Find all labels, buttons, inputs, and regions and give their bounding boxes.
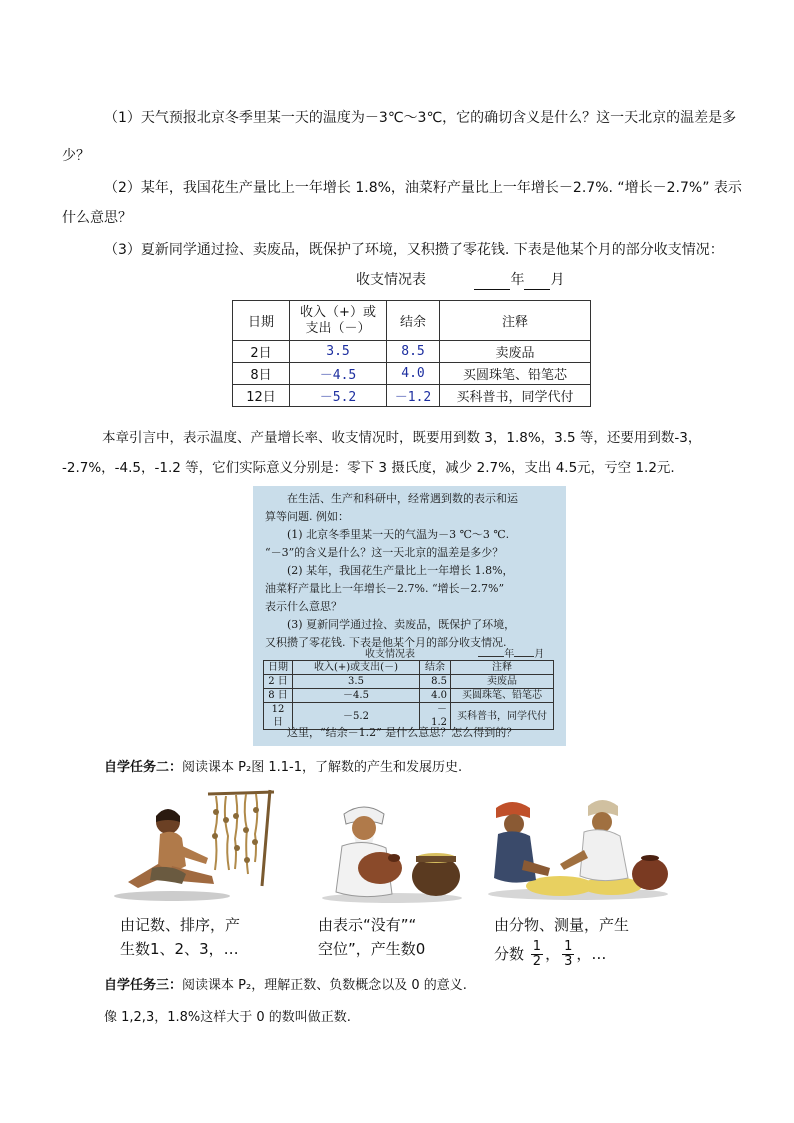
table-row: 8 日 －4.5 4.0 买圆珠笔、铅笔芯 bbox=[264, 689, 554, 703]
header-date: 日期 bbox=[233, 301, 290, 341]
textbook-excerpt-image bbox=[253, 486, 566, 746]
year-blank bbox=[474, 273, 510, 290]
table-caption bbox=[356, 270, 564, 290]
header-note: 注释 bbox=[440, 301, 591, 341]
fraction-one-half: $\frac{1}{2}$ bbox=[532, 939, 542, 969]
table-row: 2 日 3.5 8.5 卖废品 bbox=[264, 675, 554, 689]
table-row bbox=[233, 341, 591, 363]
cell-balance: 4.0 bbox=[387, 363, 440, 385]
question-3-line-1: （3）夏新同学通过捡、卖废品，既保护了环境，又积攒了零花钱. 下表是他某个月的部分收支情况： bbox=[104, 242, 724, 258]
textbook-question: 这里，“结余－1.2” 是什么意思？怎么得到的？ bbox=[287, 726, 518, 739]
cell-balance: 8.5 bbox=[387, 341, 440, 363]
textbook-line: (3) 夏新同学通过捡、卖废品，既保护了环境， bbox=[287, 618, 516, 631]
textbook-line: 表示什么意思？ bbox=[265, 600, 342, 613]
positive-number-definition: 像 1,2,3，1.8%这样大于 0 的数叫做正数. bbox=[104, 1010, 351, 1025]
cell-date: 12日 bbox=[233, 385, 290, 407]
task-2 bbox=[104, 758, 462, 778]
task-3 bbox=[104, 976, 467, 996]
textbook-line: 又积攒了零花钱. 下表是他某个月的部分收支情况. bbox=[265, 636, 507, 649]
caption-3-line-2: 分数 $\frac{1}{2}$ ， $\frac{1}{3}$ ，… bbox=[494, 939, 607, 969]
cell-amount: －5.2 bbox=[290, 385, 387, 407]
textbook-line: (2) 某年，我国花生产量比上一年增长 1.8%， bbox=[287, 564, 514, 577]
caption-3-tail: ，… bbox=[576, 945, 607, 963]
month-label: 月 bbox=[550, 272, 565, 288]
cell-date: 8日 bbox=[233, 363, 290, 385]
table-row bbox=[233, 363, 591, 385]
header-amount: 收入（+）或 支出（－） bbox=[290, 301, 387, 341]
intro-line-1: 本章引言中，表示温度、产量增长率、收支情况时，既要用到数 3，1.8%，3.5 等，还要用到数-3， bbox=[102, 430, 702, 446]
cell-note: 买圆珠笔、铅笔芯 bbox=[440, 363, 591, 385]
caption-1-line-2: 生数1、2、3，… bbox=[120, 940, 239, 958]
cell-date: 2日 bbox=[233, 341, 290, 363]
textbook-line: “－3”的含义是什么？这一天北京的温差是多少？ bbox=[265, 546, 504, 559]
table-title: 收支情况表 bbox=[356, 272, 426, 288]
cell-note: 卖废品 bbox=[440, 341, 591, 363]
knot-counting-illustration bbox=[112, 786, 284, 902]
year-label: 年 bbox=[510, 272, 525, 288]
task-3-text: 阅读课本 P₂，理解正数、负数概念以及 0 的意义. bbox=[182, 978, 467, 993]
fraction-one-third: $\frac{1}{3}$ bbox=[564, 939, 573, 969]
dividing-illustration bbox=[484, 790, 672, 902]
question-1-line-1: （1）天气预报北京冬季里某一天的温度为－3℃～3℃，它的确切含义是什么？这一天北京的温差是多 bbox=[104, 110, 737, 126]
task-2-label: 自学任务二： bbox=[104, 760, 183, 775]
task-3-label: 自学任务三： bbox=[104, 978, 183, 993]
caption-2-line-2: 空位”，产生数0 bbox=[318, 940, 426, 958]
textbook-table-caption: 收支情况表 年 月 bbox=[365, 646, 544, 664]
month-blank bbox=[524, 273, 550, 290]
pots-illustration bbox=[318, 798, 468, 904]
caption-2-line-1: 由表示“没有”“ bbox=[318, 916, 417, 934]
textbook-table: 日期 收入(+)或支出(－) 结余 注释 2 日 3.5 8.5 卖废品 8 日 －4.5 4.0 买圆珠笔、铅笔芯 12 日 －5.2 －1.2 买科普书，同学代付 bbox=[263, 660, 554, 730]
header-balance: 结余 bbox=[387, 301, 440, 341]
textbook-line: (1) 北京冬季里某一天的气温为－3 ℃～3 ℃. bbox=[287, 528, 510, 541]
cell-amount: －4.5 bbox=[290, 363, 387, 385]
cell-balance: －1.2 bbox=[387, 385, 440, 407]
caption-1-line-1: 由记数、排序，产 bbox=[120, 916, 241, 934]
income-expense-table bbox=[232, 300, 591, 407]
table-row: 12 日 －5.2 －1.2 买科普书，同学代付 bbox=[264, 703, 554, 730]
intro-line-2: -2.7%，-4.5，-1.2 等，它们实际意义分别是：零下 3 摄氏度，减少 2.7%，支出 4.5元，亏空 1.2元. bbox=[62, 460, 675, 476]
textbook-line: 算等问题. 例如： bbox=[265, 510, 349, 523]
textbook-line: 在生活、生产和科研中，经常遇到数的表示和运 bbox=[287, 492, 518, 505]
cell-note: 买科普书，同学代付 bbox=[440, 385, 591, 407]
caption-3-text: 分数 bbox=[494, 945, 525, 963]
caption-3-line-1: 由分物、测量，产生 bbox=[494, 916, 630, 934]
task-2-text: 阅读课本 P₂图 1.1-1，了解数的产生和发展历史. bbox=[182, 760, 463, 775]
question-2-line-2: 什么意思？ bbox=[62, 210, 132, 226]
cell-amount: 3.5 bbox=[290, 341, 387, 363]
question-2-line-1: （2）某年，我国花生产量比上一年增长 1.8%，油菜籽产量比上一年增长－2.7%. “增长－2.7%” 表示 bbox=[104, 180, 742, 196]
question-1-line-2: 少？ bbox=[62, 148, 90, 164]
textbook-line: 油菜籽产量比上一年增长－2.7%. “增长－2.7%” bbox=[265, 582, 505, 595]
table-row bbox=[233, 385, 591, 407]
